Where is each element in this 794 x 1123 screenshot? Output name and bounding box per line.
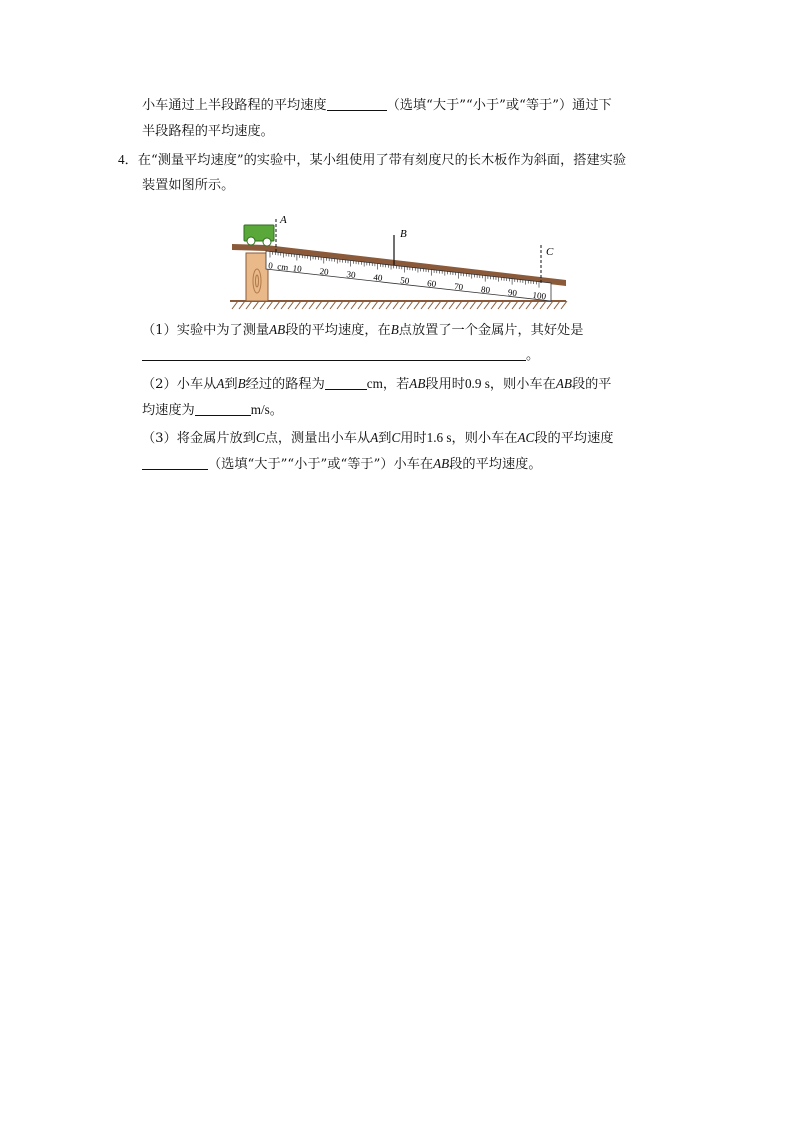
sub1-mid: 段的平均速度，在 — [285, 323, 391, 338]
question-number: 4． — [118, 152, 138, 167]
hatch-mark — [386, 301, 392, 309]
sub3-mid2: 用时 — [400, 431, 427, 446]
ruler-label: 100 — [532, 289, 547, 302]
ruler-label: 20 — [319, 266, 330, 277]
ruler-label: 60 — [426, 278, 437, 290]
ruler-label: 90 — [507, 287, 518, 299]
answer-blank-distance[interactable] — [325, 375, 367, 390]
ruler-label: 10 — [292, 263, 303, 274]
hatch-mark — [323, 301, 329, 309]
sub2-point-a: A — [216, 376, 225, 391]
hatch-mark — [372, 301, 378, 309]
question-text-2: 装置如图所示。 — [142, 178, 235, 193]
hatch-mark — [365, 301, 371, 309]
hatch-mark — [302, 301, 308, 309]
hatch-mark — [358, 301, 364, 309]
sub3-line-2 — [142, 454, 542, 475]
sub3-mid3: ，则小车在 — [451, 431, 518, 446]
hatch-mark — [281, 301, 287, 309]
hatch-mark — [330, 301, 336, 309]
sub1-segment: AB — [269, 322, 286, 337]
hatch-mark — [547, 301, 553, 309]
sub2-line-1 — [142, 374, 612, 395]
hatch-mark — [533, 301, 539, 309]
hatch-mark — [400, 301, 406, 309]
answer-blank-speed[interactable] — [195, 401, 251, 416]
sub1-suffix: 点放置了一个金属片，其好处是 — [398, 323, 584, 338]
sub3-line-1 — [142, 428, 613, 449]
ruler-label: 50 — [399, 275, 410, 287]
hatch-mark — [505, 301, 511, 309]
hatch-mark — [526, 301, 532, 309]
hatch-mark — [274, 301, 280, 309]
incline-svg — [226, 213, 576, 313]
sub2-segment-2: AB — [555, 376, 572, 391]
hatch-mark — [239, 301, 245, 309]
hatch-mark — [435, 301, 441, 309]
sub2-time: 0.9 s — [464, 376, 490, 391]
hatch-mark — [295, 301, 301, 309]
cart-wheel-left — [247, 237, 255, 245]
hatch-mark — [477, 301, 483, 309]
intro-text-a: 小车通过上半段路程的平均速度 — [142, 98, 327, 113]
hatch-mark — [519, 301, 525, 309]
sub3-mid1: 点，测量出小车从 — [264, 431, 371, 446]
sub3-point-a: A — [370, 430, 379, 445]
hatch-mark — [393, 301, 399, 309]
sub2-mid3: ，则小车在 — [489, 377, 556, 392]
sub2-mid4: 段的平 — [571, 377, 612, 392]
sub1-end: 。 — [526, 348, 540, 363]
hatch-mark — [442, 301, 448, 309]
sub3-segment: AC — [517, 430, 535, 445]
hatch-mark — [246, 301, 252, 309]
hatch-mark — [232, 301, 238, 309]
label-a: A — [280, 214, 287, 226]
sub3-line2-a: （选填“大于”“小于”或“等于”）小车在 — [208, 457, 434, 472]
sub2-segment: AB — [409, 376, 426, 391]
ruler-label: 80 — [480, 284, 491, 296]
ruler-label: 40 — [372, 272, 383, 284]
intro-line-2 — [142, 122, 274, 142]
intro-line-1 — [142, 96, 612, 116]
sub2-prefix: （2）小车从 — [142, 377, 217, 392]
sub2-line-2 — [142, 400, 283, 421]
sub2-to: 到 — [224, 377, 238, 392]
support-block — [246, 253, 268, 301]
hatch-mark — [463, 301, 469, 309]
sub2-point-b: B — [237, 376, 246, 391]
hatch-mark — [414, 301, 420, 309]
sub3-point-c: C — [255, 430, 265, 445]
hatch-mark — [498, 301, 504, 309]
hatch-mark — [540, 301, 546, 309]
hatch-mark — [449, 301, 455, 309]
sub3-mid4: 段的平均速度 — [534, 431, 614, 446]
sub2-unit2: m/s。 — [250, 402, 283, 417]
hatch-mark — [421, 301, 427, 309]
hatch-mark — [344, 301, 350, 309]
hatch-mark — [456, 301, 462, 309]
hatch-mark — [428, 301, 434, 309]
hatch-mark — [309, 301, 315, 309]
hatch-mark — [351, 301, 357, 309]
sub3-line2-b: 段的平均速度。 — [449, 457, 542, 472]
ruler-label: 70 — [453, 281, 464, 293]
hatch-mark — [491, 301, 497, 309]
answer-blank[interactable] — [327, 96, 387, 111]
hatch-mark — [288, 301, 294, 309]
intro-text-b: （选填“大于”“小于”或“等于”）通过下 — [386, 98, 612, 113]
ruler-label: 30 — [346, 269, 357, 280]
hatch-mark — [561, 301, 567, 309]
answer-blank-long[interactable] — [142, 346, 526, 361]
hatch-mark — [379, 301, 385, 309]
answer-blank-compare[interactable] — [142, 455, 208, 470]
ruler-unit-label: cm — [276, 261, 289, 273]
sub2-mid1: 经过的路程为 — [245, 377, 325, 392]
hatch-mark — [267, 301, 273, 309]
hatch-mark — [316, 301, 322, 309]
sub2-line2-text: 均速度为 — [142, 403, 195, 418]
hatch-mark — [407, 301, 413, 309]
sub3-point-c2: C — [391, 430, 401, 445]
sub1-line-1 — [142, 320, 583, 341]
hatch-mark — [470, 301, 476, 309]
sub3-prefix: （3）将金属片放到 — [142, 431, 256, 446]
sub1-prefix: （1）实验中为了测量 — [142, 323, 270, 338]
hatch-mark — [260, 301, 266, 309]
hatch-mark — [337, 301, 343, 309]
hatch-mark — [554, 301, 560, 309]
sub2-mid2: 段用时 — [425, 377, 465, 392]
question-text-1: 在“测量平均速度”的实验中，某小组使用了带有刻度尺的长木板作为斜面，搭建实验 — [137, 153, 627, 168]
question-line-1 — [118, 150, 626, 171]
hatch-mark — [512, 301, 518, 309]
hatch-mark — [253, 301, 259, 309]
sub3-segment-2: AB — [433, 456, 450, 471]
sub2-unit1: cm，若 — [366, 376, 410, 391]
incline-figure — [226, 213, 576, 317]
hatch-mark — [484, 301, 490, 309]
sub1-point: B — [390, 322, 399, 337]
question-line-2 — [142, 176, 234, 196]
sub1-line-2 — [142, 346, 539, 366]
sub3-time: 1.6 s — [426, 430, 452, 445]
cart-wheel-right — [263, 238, 271, 246]
label-c: C — [546, 246, 554, 258]
label-b: B — [400, 228, 407, 240]
intro-text-c: 半段路程的平均速度。 — [142, 124, 274, 139]
sub3-to: 到 — [378, 431, 392, 446]
ruler-label: 0 — [267, 260, 274, 271]
ground-hatch — [232, 301, 567, 309]
